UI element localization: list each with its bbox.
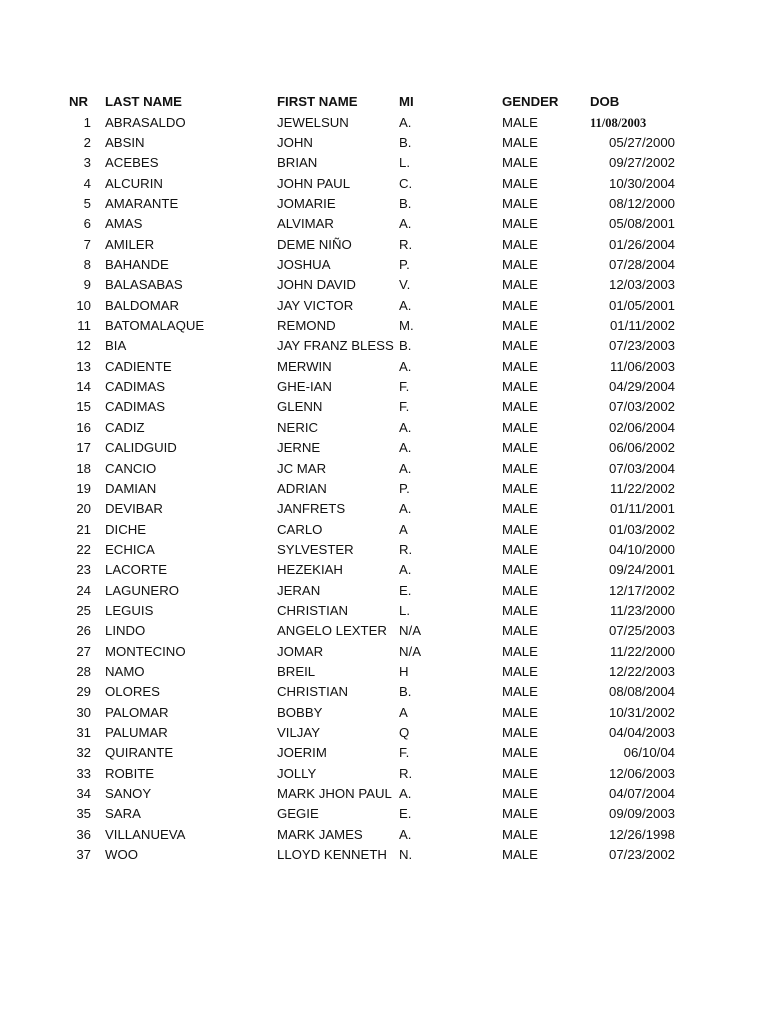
table-row bbox=[0, 479, 768, 499]
row-dob: 09/09/2003 bbox=[608, 806, 675, 822]
table-row bbox=[0, 764, 768, 784]
row-nr: 20 bbox=[76, 501, 91, 517]
row-gender: MALE bbox=[502, 379, 538, 395]
row-mi: H bbox=[399, 664, 409, 679]
row-nr: 21 bbox=[76, 521, 91, 537]
row-nr: 11 bbox=[77, 318, 91, 333]
row-nr: 25 bbox=[76, 602, 91, 618]
row-nr: 27 bbox=[76, 643, 91, 659]
row-dob: 11/22/2002 bbox=[609, 480, 675, 496]
row-dob: 11/08/2003 bbox=[590, 115, 647, 130]
header-nr: NR bbox=[69, 94, 89, 109]
row-last-name: PALOMAR bbox=[105, 704, 169, 720]
row-dob: 01/03/2002 bbox=[608, 521, 675, 537]
row-dob: 12/26/1998 bbox=[608, 826, 675, 842]
row-gender: MALE bbox=[502, 338, 538, 354]
row-mi: A. bbox=[399, 562, 412, 578]
table-row bbox=[0, 214, 768, 234]
table-row bbox=[0, 418, 768, 438]
row-gender: MALE bbox=[502, 643, 538, 659]
row-nr: 3 bbox=[83, 155, 91, 171]
row-dob: 01/26/2004 bbox=[608, 236, 675, 252]
row-first-name: JOLLY bbox=[277, 765, 317, 781]
row-gender: MALE bbox=[502, 277, 538, 293]
row-mi: N. bbox=[399, 847, 413, 863]
row-first-name: LLOYD KENNETH bbox=[277, 847, 387, 863]
row-gender: MALE bbox=[502, 419, 538, 435]
row-last-name: QUIRANTE bbox=[105, 745, 174, 761]
row-first-name: ANGELO LEXTER bbox=[277, 623, 387, 639]
row-nr: 28 bbox=[76, 664, 91, 679]
row-last-name: DEVIBAR bbox=[105, 501, 163, 517]
row-first-name: MARK JAMES bbox=[277, 826, 363, 842]
row-dob: 01/05/2001 bbox=[608, 297, 675, 313]
row-gender: MALE bbox=[502, 806, 538, 822]
row-gender: MALE bbox=[502, 114, 538, 130]
table-row bbox=[0, 601, 768, 621]
row-mi: A. bbox=[399, 501, 412, 517]
row-dob: 12/22/2003 bbox=[608, 664, 675, 679]
row-nr: 17 bbox=[76, 440, 91, 456]
table-row bbox=[0, 113, 768, 133]
row-dob: 11/23/2000 bbox=[609, 602, 675, 618]
row-mi: F. bbox=[399, 745, 410, 761]
row-mi: Q bbox=[399, 725, 410, 740]
row-first-name: HEZEKIAH bbox=[277, 562, 343, 578]
row-mi: N/A bbox=[399, 623, 421, 639]
row-nr: 14 bbox=[76, 379, 91, 395]
row-dob: 06/10/04 bbox=[623, 745, 675, 761]
row-nr: 10 bbox=[76, 297, 91, 313]
row-last-name: CANCIO bbox=[105, 460, 157, 476]
row-mi: P. bbox=[399, 257, 410, 272]
table-row bbox=[0, 520, 768, 540]
row-dob: 10/31/2002 bbox=[608, 704, 675, 720]
row-mi: E. bbox=[399, 582, 412, 598]
row-first-name: JAY VICTOR bbox=[277, 297, 354, 313]
row-mi: A. bbox=[399, 826, 412, 842]
row-first-name: JANFRETS bbox=[277, 501, 346, 517]
table-row bbox=[0, 153, 768, 173]
row-last-name: ABRASALDO bbox=[105, 114, 186, 130]
row-last-name: ALCURIN bbox=[105, 175, 163, 191]
row-gender: MALE bbox=[502, 399, 538, 415]
row-first-name: SYLVESTER bbox=[277, 541, 354, 557]
row-first-name: GHE-IAN bbox=[277, 379, 332, 395]
row-first-name: JOSHUA bbox=[277, 257, 331, 272]
row-gender: MALE bbox=[502, 786, 538, 802]
row-gender: MALE bbox=[502, 480, 538, 496]
row-last-name: VILLANUEVA bbox=[105, 826, 186, 842]
row-first-name: BOBBY bbox=[277, 704, 323, 720]
row-first-name: NERIC bbox=[277, 419, 319, 435]
row-gender: MALE bbox=[502, 745, 538, 761]
row-gender: MALE bbox=[502, 684, 538, 700]
row-gender: MALE bbox=[502, 440, 538, 456]
row-first-name: BREIL bbox=[277, 664, 316, 679]
row-first-name: JOMARIE bbox=[277, 195, 336, 211]
row-nr: 15 bbox=[76, 399, 91, 415]
table-row bbox=[0, 174, 768, 194]
table-row bbox=[0, 459, 768, 479]
row-gender: MALE bbox=[502, 765, 538, 781]
row-first-name: ALVIMAR bbox=[277, 216, 334, 232]
row-last-name: BIA bbox=[105, 338, 127, 354]
row-gender: MALE bbox=[502, 155, 538, 171]
row-mi: A. bbox=[399, 358, 412, 374]
table-row bbox=[0, 784, 768, 804]
row-gender: MALE bbox=[502, 664, 538, 679]
table-row bbox=[0, 560, 768, 580]
row-dob: 12/17/2002 bbox=[608, 582, 675, 598]
row-first-name: JOHN DAVID bbox=[277, 277, 356, 293]
row-dob: 01/11/2001 bbox=[609, 501, 675, 517]
table-row bbox=[0, 255, 768, 275]
row-gender: MALE bbox=[502, 216, 538, 232]
row-first-name: ADRIAN bbox=[277, 480, 327, 496]
row-mi: M. bbox=[399, 318, 414, 333]
table-row bbox=[0, 316, 768, 336]
row-first-name: JOERIM bbox=[277, 745, 327, 761]
row-mi: A. bbox=[399, 419, 412, 435]
row-dob: 11/06/2003 bbox=[609, 358, 675, 374]
row-first-name: GEGIE bbox=[277, 806, 319, 822]
row-mi: F. bbox=[399, 379, 410, 395]
row-dob: 08/08/2004 bbox=[608, 684, 675, 700]
row-nr: 30 bbox=[76, 704, 91, 720]
row-first-name: JC MAR bbox=[277, 460, 327, 476]
row-gender: MALE bbox=[502, 257, 538, 272]
row-dob: 06/06/2002 bbox=[608, 440, 675, 456]
row-nr: 29 bbox=[76, 684, 91, 700]
row-mi: B. bbox=[399, 338, 412, 354]
row-nr: 13 bbox=[76, 358, 91, 374]
table-row bbox=[0, 703, 768, 723]
row-first-name: JOHN bbox=[277, 134, 313, 150]
row-last-name: OLORES bbox=[105, 684, 160, 700]
table-row bbox=[0, 377, 768, 397]
row-first-name: CHRISTIAN bbox=[277, 602, 349, 618]
table-row bbox=[0, 540, 768, 560]
row-first-name: JOMAR bbox=[277, 643, 324, 659]
row-nr: 31 bbox=[76, 725, 91, 740]
row-mi: V. bbox=[399, 277, 411, 293]
row-dob: 09/24/2001 bbox=[608, 562, 675, 578]
table-row bbox=[0, 743, 768, 763]
row-last-name: AMILER bbox=[105, 236, 155, 252]
row-dob: 07/28/2004 bbox=[608, 257, 675, 272]
table-row bbox=[0, 336, 768, 356]
row-dob: 04/04/2003 bbox=[608, 725, 675, 740]
table-row bbox=[0, 845, 768, 865]
row-mi: B. bbox=[399, 684, 412, 700]
row-last-name: CADIMAS bbox=[105, 379, 166, 395]
row-last-name: NAMO bbox=[105, 664, 145, 679]
row-nr: 32 bbox=[76, 745, 91, 761]
table-row bbox=[0, 642, 768, 662]
row-first-name: JERNE bbox=[277, 440, 321, 456]
row-last-name: CALIDGUID bbox=[105, 440, 177, 456]
row-last-name: BAHANDE bbox=[105, 257, 169, 272]
row-last-name: AMARANTE bbox=[105, 195, 179, 211]
row-nr: 7 bbox=[83, 236, 91, 252]
row-nr: 16 bbox=[76, 419, 91, 435]
row-mi: A. bbox=[399, 114, 412, 130]
row-dob: 12/03/2003 bbox=[608, 277, 675, 293]
row-mi: P. bbox=[399, 480, 410, 496]
row-last-name: BALASABAS bbox=[105, 277, 183, 293]
header-first-name: FIRST NAME bbox=[277, 94, 358, 109]
row-mi: F. bbox=[399, 399, 410, 415]
row-first-name: CHRISTIAN bbox=[277, 684, 349, 700]
row-dob: 01/11/2002 bbox=[609, 318, 675, 333]
row-last-name: BALDOMAR bbox=[105, 297, 180, 313]
row-gender: MALE bbox=[502, 562, 538, 578]
table-row bbox=[0, 682, 768, 702]
header-mi: MI bbox=[399, 94, 414, 109]
row-first-name: DEME NIÑO bbox=[277, 236, 352, 252]
row-nr: 19 bbox=[76, 480, 91, 496]
table-row bbox=[0, 581, 768, 601]
row-last-name: ROBITE bbox=[105, 765, 155, 781]
row-first-name: VILJAY bbox=[277, 725, 321, 740]
row-dob: 07/25/2003 bbox=[608, 623, 675, 639]
row-first-name: CARLO bbox=[277, 521, 323, 537]
row-dob: 07/03/2004 bbox=[608, 460, 675, 476]
row-dob: 07/03/2002 bbox=[608, 399, 675, 415]
row-gender: MALE bbox=[502, 134, 538, 150]
row-last-name: AMAS bbox=[105, 216, 143, 232]
table-row bbox=[0, 499, 768, 519]
table-row bbox=[0, 357, 768, 377]
row-nr: 26 bbox=[76, 623, 91, 639]
row-mi: R. bbox=[399, 765, 413, 781]
row-nr: 6 bbox=[83, 216, 91, 232]
row-gender: MALE bbox=[502, 602, 538, 618]
row-last-name: CADIMAS bbox=[105, 399, 166, 415]
row-gender: MALE bbox=[502, 358, 538, 374]
row-mi: A. bbox=[399, 786, 412, 802]
row-nr: 18 bbox=[76, 460, 91, 476]
table-row bbox=[0, 296, 768, 316]
row-mi: E. bbox=[399, 806, 412, 822]
row-mi: L. bbox=[399, 155, 410, 171]
row-nr: 33 bbox=[76, 765, 91, 781]
row-last-name: LAGUNERO bbox=[105, 582, 180, 598]
row-first-name: JAY FRANZ BLESS bbox=[277, 338, 394, 354]
row-dob: 05/08/2001 bbox=[608, 216, 675, 232]
row-first-name: JOHN PAUL bbox=[277, 175, 351, 191]
row-nr: 2 bbox=[83, 134, 91, 150]
row-nr: 35 bbox=[76, 806, 91, 822]
row-dob: 11/22/2000 bbox=[609, 643, 675, 659]
row-mi: R. bbox=[399, 236, 413, 252]
row-first-name: GLENN bbox=[277, 399, 323, 415]
row-last-name: ACEBES bbox=[105, 155, 159, 171]
row-last-name: SANOY bbox=[105, 786, 152, 802]
header-dob: DOB bbox=[590, 94, 620, 109]
row-last-name: SARA bbox=[105, 806, 141, 822]
row-gender: MALE bbox=[502, 297, 538, 313]
row-gender: MALE bbox=[502, 826, 538, 842]
row-dob: 09/27/2002 bbox=[608, 155, 675, 171]
table-row bbox=[0, 235, 768, 255]
table-header-row bbox=[0, 92, 768, 112]
row-gender: MALE bbox=[502, 236, 538, 252]
row-mi: A. bbox=[399, 297, 412, 313]
row-last-name: BATOMALAQUE bbox=[105, 318, 205, 333]
row-gender: MALE bbox=[502, 195, 538, 211]
table-row bbox=[0, 825, 768, 845]
row-last-name: DICHE bbox=[105, 521, 147, 537]
row-nr: 1 bbox=[83, 114, 91, 130]
row-nr: 34 bbox=[76, 786, 91, 802]
row-gender: MALE bbox=[502, 460, 538, 476]
row-mi: L. bbox=[399, 602, 410, 618]
row-mi: A. bbox=[399, 440, 412, 456]
row-nr: 37 bbox=[76, 847, 91, 863]
table-row bbox=[0, 275, 768, 295]
row-mi: R. bbox=[399, 541, 413, 557]
row-mi: B. bbox=[399, 195, 412, 211]
row-nr: 8 bbox=[83, 257, 91, 272]
row-mi: A bbox=[399, 704, 408, 720]
row-mi: N/A bbox=[399, 643, 421, 659]
row-first-name: REMOND bbox=[277, 318, 336, 333]
row-nr: 5 bbox=[83, 195, 91, 211]
row-dob: 08/12/2000 bbox=[608, 195, 675, 211]
table-row bbox=[0, 194, 768, 214]
row-mi: A. bbox=[399, 460, 412, 476]
row-dob: 04/10/2000 bbox=[608, 541, 675, 557]
row-last-name: MONTECINO bbox=[105, 643, 186, 659]
row-dob: 12/06/2003 bbox=[608, 765, 675, 781]
row-nr: 36 bbox=[76, 826, 91, 842]
row-first-name: MERWIN bbox=[277, 358, 332, 374]
row-dob: 10/30/2004 bbox=[608, 175, 675, 191]
table-row bbox=[0, 804, 768, 824]
row-gender: MALE bbox=[502, 847, 538, 863]
row-gender: MALE bbox=[502, 501, 538, 517]
table-row bbox=[0, 662, 768, 682]
row-dob: 04/07/2004 bbox=[608, 786, 675, 802]
row-first-name: MARK JHON PAUL bbox=[277, 786, 392, 802]
row-dob: 04/29/2004 bbox=[608, 379, 675, 395]
row-last-name: CADIZ bbox=[105, 419, 145, 435]
table-row bbox=[0, 397, 768, 417]
row-gender: MALE bbox=[502, 623, 538, 639]
row-first-name: JEWELSUN bbox=[277, 114, 349, 130]
row-dob: 07/23/2003 bbox=[608, 338, 675, 354]
row-gender: MALE bbox=[502, 318, 538, 333]
row-last-name: LACORTE bbox=[105, 562, 168, 578]
row-last-name: LINDO bbox=[105, 623, 146, 639]
table-row bbox=[0, 438, 768, 458]
row-mi: A. bbox=[399, 216, 412, 232]
row-first-name: BRIAN bbox=[277, 155, 318, 171]
row-gender: MALE bbox=[502, 521, 538, 537]
row-last-name: CADIENTE bbox=[105, 358, 172, 374]
table-row bbox=[0, 621, 768, 641]
row-nr: 9 bbox=[83, 277, 91, 293]
header-gender: GENDER bbox=[502, 94, 559, 109]
row-mi: C. bbox=[399, 175, 413, 191]
row-nr: 4 bbox=[83, 175, 91, 191]
row-nr: 12 bbox=[76, 338, 91, 354]
row-mi: A bbox=[399, 521, 408, 537]
row-dob: 05/27/2000 bbox=[608, 134, 675, 150]
row-last-name: ECHICA bbox=[105, 541, 155, 557]
row-gender: MALE bbox=[502, 725, 538, 740]
row-last-name: PALUMAR bbox=[105, 725, 168, 740]
row-gender: MALE bbox=[502, 541, 538, 557]
header-last-name: LAST NAME bbox=[105, 94, 182, 109]
row-mi: B. bbox=[399, 134, 412, 150]
table-row bbox=[0, 723, 768, 743]
row-nr: 24 bbox=[76, 582, 91, 598]
row-first-name: JERAN bbox=[277, 582, 321, 598]
row-nr: 23 bbox=[76, 562, 91, 578]
row-gender: MALE bbox=[502, 175, 538, 191]
row-nr: 22 bbox=[76, 541, 91, 557]
row-dob: 07/23/2002 bbox=[608, 847, 675, 863]
row-gender: MALE bbox=[502, 582, 538, 598]
row-last-name: ABSIN bbox=[105, 134, 145, 150]
table-row bbox=[0, 133, 768, 153]
row-last-name: WOO bbox=[105, 847, 138, 863]
row-last-name: DAMIAN bbox=[105, 480, 157, 496]
row-dob: 02/06/2004 bbox=[608, 419, 675, 435]
row-last-name: LEGUIS bbox=[105, 602, 154, 618]
row-gender: MALE bbox=[502, 704, 538, 720]
